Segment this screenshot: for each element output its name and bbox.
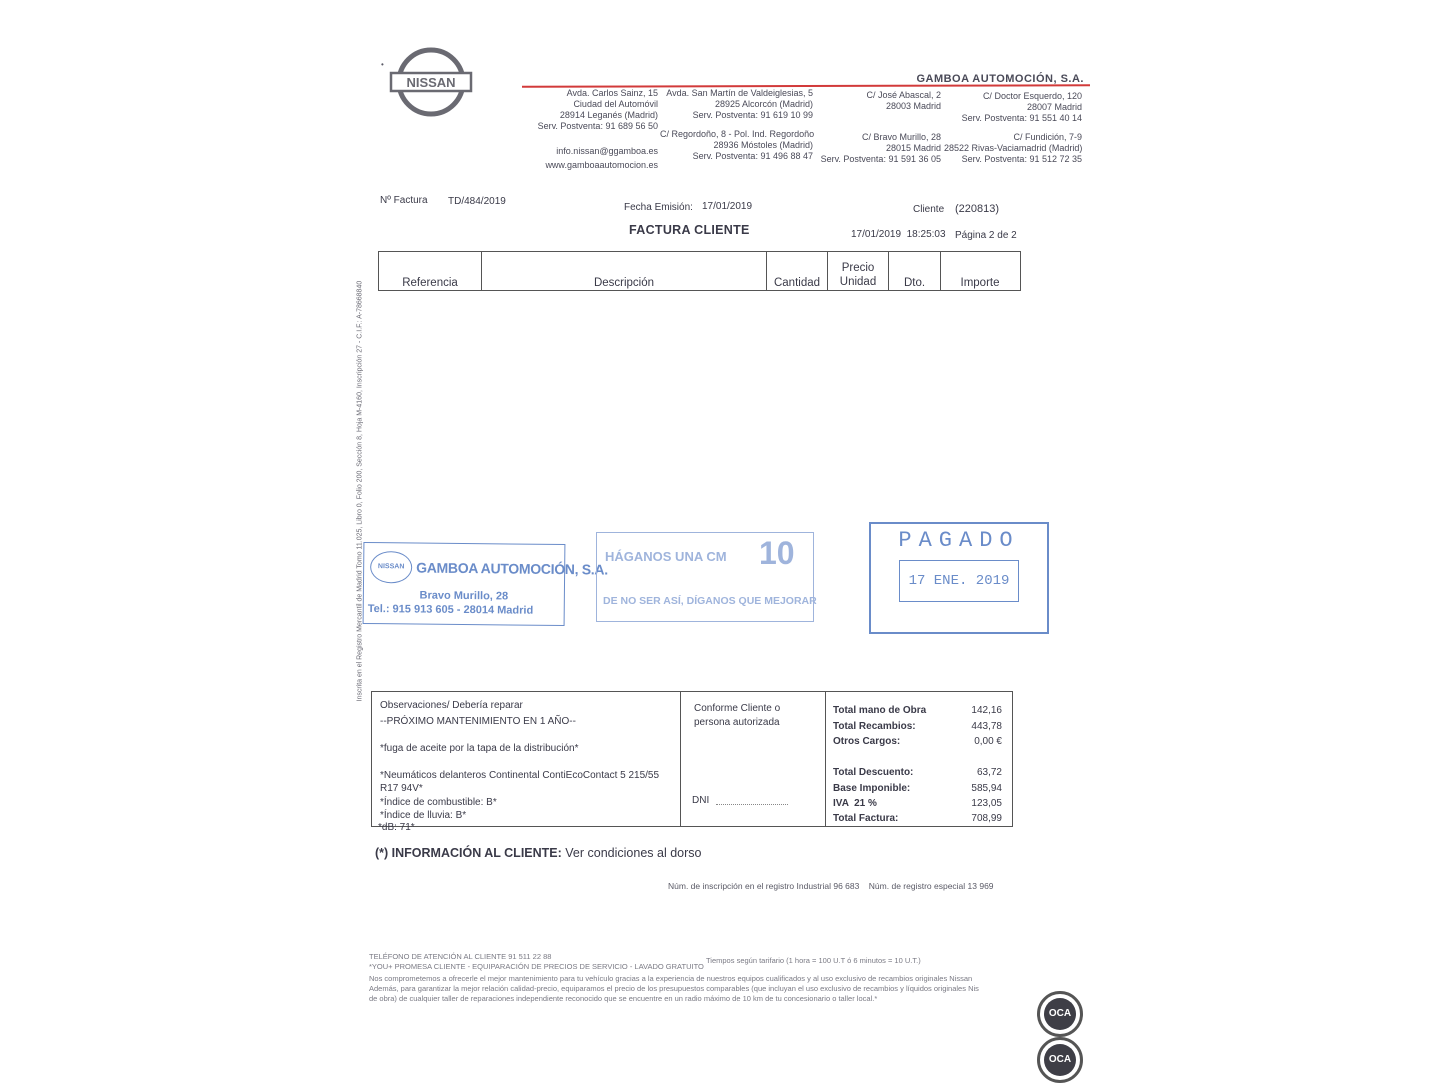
tax-base-label: Base Imponible: xyxy=(833,783,911,794)
address-abascal: C/ José Abascal, 2 28003 Madrid C/ Bravo Murillo, 28 28015 Madrid Serv. Postventa: 91 591 36 05 xyxy=(820,90,941,164)
dealer-stamp-name: GAMBOA AUTOMOCIÓN, S.A. xyxy=(416,559,608,578)
invoice-total-value: 708,99 xyxy=(971,813,1002,824)
email-text: info.nissan@ggamboa.es xyxy=(556,146,658,156)
vat-label: IVA 21 % xyxy=(833,798,877,809)
footer-text-line: Además, para garantizar la mejor relación calidad-precio, equiparamos el precio de los presupuestos comparables (que incluyan el uso exclusivo de recambios y líquidos originales Nis xyxy=(369,984,979,993)
issue-date: 17/01/2019 xyxy=(702,201,753,212)
address-esquerdo: C/ Doctor Esquerdo, 120 28007 Madrid Serv. Postventa: 91 551 40 14 C/ Fundición, 7-9 28522 Rivas-Vaciamadrid (Madrid) Serv. Postventa: 91 512 72 35 xyxy=(944,91,1083,164)
invoice-title: FACTURA CLIENTE xyxy=(629,223,750,237)
footer-text-line: Nos comprometemos a ofrecerle el mejor mantenimiento para tu vehículo gracias a la experiencia de nuestros equipos cualificados y al uso exclusivo de recambios originales Nissan xyxy=(369,974,973,983)
nissan-logo xyxy=(388,40,474,122)
registry-numbers: Núm. de inscripción en el registro Industrial 96 683 Núm. de registro especial 13 969 xyxy=(668,881,994,891)
total-parts-value: 443,78 xyxy=(971,721,1002,732)
col-cantidad: Cantidad xyxy=(767,252,828,290)
invoice-number-label: Nº Factura xyxy=(380,195,428,206)
summary-box xyxy=(371,691,1013,827)
logo-mark: • xyxy=(381,60,384,69)
paid-stamp-date: 17 ENE. 2019 xyxy=(908,573,1010,589)
registry-vertical-note: Inscrita en el Registro Mercantil de Madrid Tomo 11.025, Libro 0, Folio 200, Sección 8, Hoja M-4160, Inscripción 27 - C.I.F.: A-78668840 xyxy=(356,280,364,702)
paid-stamp-title: PAGADO xyxy=(898,528,1020,553)
col-dto: Dto. xyxy=(889,252,941,290)
address-alcorcon: Avda. San Martín de Valdeiglesias, 5 28925 Alcorcón (Madrid) Serv. Postventa: 91 619 10 99 C/ Regordoño, 8 - Pol. Ind. Regordoño 28936 Móstoles (Madrid) Serv. Postventa: 91 496 88 47 xyxy=(660,88,815,161)
col-descripcion: Descripción xyxy=(482,252,767,290)
company-name: GAMBOA AUTOMOCIÓN, S.A. xyxy=(916,73,1084,85)
address-leganes: Avda. Carlos Sainz, 15 Ciudad del Automóvil 28914 Leganés (Madrid) Serv. Postventa: 91 689 56 50 info.nissan@ggamboa.es www.gamboaautomocion.es xyxy=(520,88,658,171)
observation-line: *Neumáticos delanteros Continental ContiEcoContact 5 215/55 xyxy=(380,770,660,781)
dni-label: DNI xyxy=(692,795,710,806)
observation-line: R17 94V* xyxy=(380,783,423,794)
dni-field xyxy=(716,804,788,805)
totals-panel xyxy=(825,692,1010,826)
observations-label: Observaciones/ Debería reparar xyxy=(380,700,523,711)
customer-info-heading: (*) INFORMACIÓN AL CLIENTE: xyxy=(375,846,562,860)
paid-stamp xyxy=(869,522,1049,634)
total-discount-label: Total Descuento: xyxy=(833,767,914,778)
dealer-stamp xyxy=(363,542,608,626)
total-parts-label: Total Recambios: xyxy=(833,721,916,732)
observation-line: --PRÓXIMO MANTENIMIENTO EN 1 AÑO-- xyxy=(380,716,576,727)
col-importe: Importe xyxy=(960,277,1000,289)
observation-line: *Índice de lluvia: B* xyxy=(380,810,467,821)
vat-value: 123,05 xyxy=(971,798,1002,809)
total-labor-label: Total mano de Obra xyxy=(833,705,927,716)
issue-date-label: Fecha Emisión: xyxy=(624,202,693,213)
items-table-header xyxy=(378,251,1021,291)
dealer-stamp-phone: Tel.: 915 913 605 - 28014 Madrid xyxy=(367,602,534,617)
dealer-stamp-address: Bravo Murillo, 28 xyxy=(419,589,509,603)
col-referencia: Referencia xyxy=(379,252,482,290)
paid-stamp-date-box xyxy=(899,560,1019,602)
tax-base-value: 585,94 xyxy=(971,783,1002,794)
oca-certification-badge: OCA xyxy=(1037,1037,1083,1083)
rating-stamp-score: 10 xyxy=(759,535,795,571)
rating-stamp xyxy=(596,532,817,622)
observation-line: *fuga de aceite por la tapa de la distribución* xyxy=(380,743,579,754)
observation-line: *Índice de combustible: B* xyxy=(380,797,497,808)
rating-stamp-line1: HÁGANOS UNA CM xyxy=(605,549,727,564)
other-charges-value: 0,00 € xyxy=(974,736,1002,747)
conformity-panel xyxy=(680,692,826,826)
footer-promise: *YOU+ PROMESA CLIENTE - EQUIPARACIÓN DE PRECIOS DE SERVICIO - LAVADO GRATUITO xyxy=(369,962,704,971)
invoice-total-label: Total Factura: xyxy=(833,813,899,824)
rating-stamp-line2: DE NO SER ASÍ, DÍGANOS QUE MEJORAR xyxy=(603,595,817,607)
total-labor-value: 142,16 xyxy=(971,705,1002,716)
page-indicator: Página 2 de 2 xyxy=(955,230,1017,241)
other-charges-label: Otros Cargos: xyxy=(833,736,901,747)
col-precio-unidad: Precio Unidad xyxy=(828,252,889,290)
print-datetime: 17/01/2019 18:25:03 xyxy=(851,229,946,240)
customer-info-text: Ver condiciones al dorso xyxy=(561,846,702,860)
oca-certification-badge: OCA xyxy=(1037,991,1083,1037)
invoice-number: TD/484/2019 xyxy=(448,196,506,207)
conformity-label: Conforme Cliente o xyxy=(694,703,781,714)
client-code: (220813) xyxy=(955,203,1000,215)
web-text: www.gamboaautomocion.es xyxy=(545,160,658,170)
footer-text-line: de obra) de cualquier taller de reparaciones independiente reconocido que se encuentre en un radio máximo de 10 km de tu concesionario o taller local.* xyxy=(369,994,878,1003)
nissan-logo-text: NISSAN xyxy=(406,75,456,90)
observation-line: *dB: 71* xyxy=(378,822,415,833)
footer-phone: TELÉFONO DE ATENCIÓN AL CLIENTE 91 511 22 88 xyxy=(369,952,552,961)
dealer-stamp-logo: NISSAN xyxy=(370,551,412,583)
total-discount-value: 63,72 xyxy=(976,767,1002,778)
customer-info-note xyxy=(375,846,701,860)
conformity-label-2: persona autorizada xyxy=(694,717,780,728)
observations-panel xyxy=(372,692,681,826)
client-label: Cliente xyxy=(913,204,945,215)
footer-times: Tiempos según tarifario (1 hora = 100 U.T ó 6 minutos = 10 U.T.) xyxy=(706,956,921,965)
